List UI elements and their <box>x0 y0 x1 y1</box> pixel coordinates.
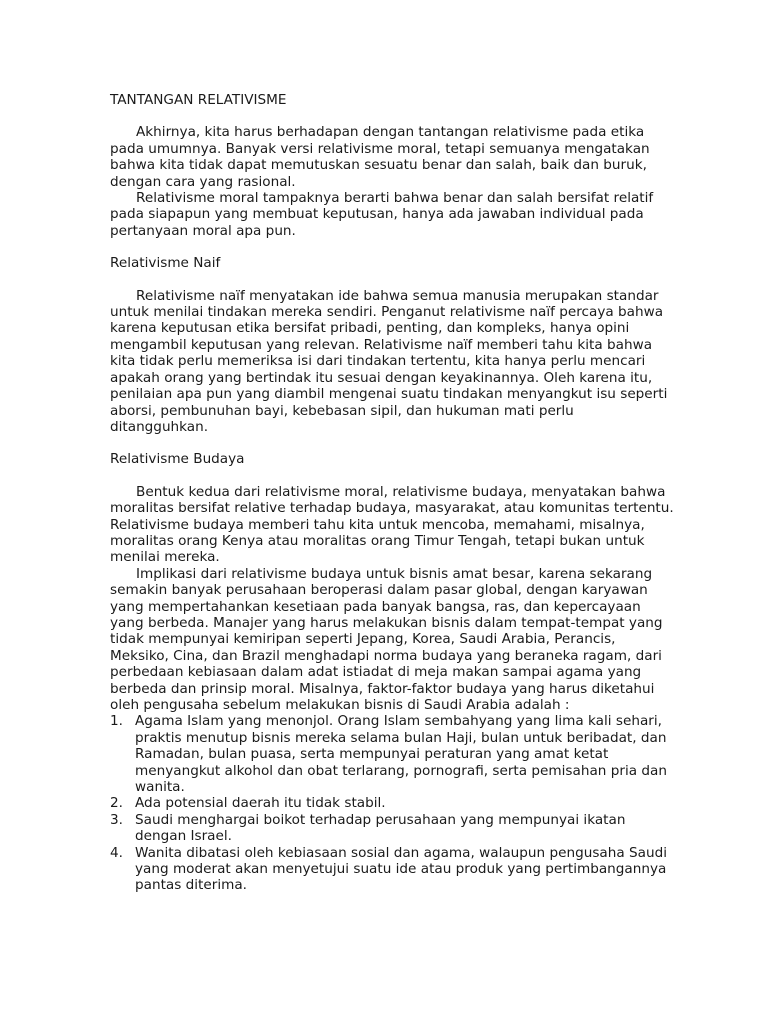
intro-paragraph-2: Relativisme moral tampaknya berarti bahwa benar dan salah bersifat relatif pada siapapun yang membuat keputusan, hanya ada jawaban individual pada pertanyaan moral apa pun. <box>110 190 654 239</box>
list-item-text: Wanita dibatasi oleh kebiasaan sosial dan agama, walaupun pengusaha Saudi yang moderat akan menyetujui suatu ide atau produk yang pertimbangannya pantas diterima. <box>135 844 667 894</box>
list-item-text: Agama Islam yang menonjol. Orang Islam sembahyang yang lima kali sehari, praktis menutup bisnis mereka selama bulan Haji, bulan untuk beribadat, dan Ramadan, bulan puasa, serta mempunyai peraturan yang amat ketat menyangkut alkohol dan obat terlarang, pornografi, serta pemisahan pria dan wanita. <box>135 713 667 796</box>
list-item <box>110 812 676 845</box>
naif-paragraph-1: Relativisme naïf menyatakan ide bahwa semua manusia merupakan standar untuk menilai tindakan mereka sendiri. Penganut relativisme naïf percaya bahwa karena keputusan etika bersifat pribadi, penting, dan kompleks, hanya opini mengambil keputusan yang relevan. Relativisme naïf memberi tahu kita bahwa kita tidak perlu memeriksa isi dari tindakan tertentu, kita hanya perlu mencari apakah orang yang bertindak itu sesuai dengan keyakinannya. Oleh karena itu, penilaian apa pun yang diambil mengenai suatu tindakan menyangkut isu seperti aborsi, pembunuhan bayi, kebebasan sipil, dan hukuman mati perlu ditangguhkan. <box>110 287 668 435</box>
section-heading-naif: Relativisme Naif <box>110 255 221 272</box>
section-heading-budaya: Relativisme Budaya <box>110 451 245 468</box>
list-item-number: 2. <box>110 795 123 812</box>
document-title: TANTANGAN RELATIVISME <box>110 92 287 108</box>
intro-paragraph-1: Akhirnya, kita harus berhadapan dengan tantangan relativisme pada etika pada umumnya. Banyak versi relativisme moral, tetapi semuanya mengatakan bahwa kita tidak dapat memutuskan sesuatu benar dan salah, baik dan buruk, dengan cara yang rasional. <box>110 124 650 190</box>
list-item-text: Ada potensial daerah itu tidak stabil. <box>135 795 386 812</box>
list-item-number: 1. <box>110 713 123 730</box>
list-item-text: Saudi menghargai boikot terhadap perusahaan yang mempunyai ikatan dengan Israel. <box>135 811 626 845</box>
list-item <box>110 845 676 894</box>
list-item <box>110 713 676 795</box>
budaya-paragraph-2: Implikasi dari relativisme budaya untuk bisnis amat besar, karena sekarang semakin banyak perusahaan beroperasi dalam pasar global, dengan karyawan yang mempertahankan kesetiaan pada banyak bangsa, ras, dan kepercayaan yang berbeda. Manajer yang harus melakukan bisnis dalam tempat-tempat yang tidak mempunyai kemiripan seperti Jepang, Korea, Saudi Arabia, Perancis, Meksiko, Cina, dan Brazil menghadapi norma budaya yang beraneka ragam, dari perbedaan kebiasaan dalam adat istiadat di meja makan sampai agama yang berbeda dan prinsip moral. Misalnya, faktor-faktor budaya yang harus diketahui oleh pengusaha sebelum melakukan bisnis di Saudi Arabia adalah : <box>110 565 663 713</box>
list-item-number: 3. <box>110 811 123 828</box>
list-item-number: 4. <box>110 844 123 861</box>
list-item <box>110 795 676 811</box>
saudi-factors-list <box>110 713 676 893</box>
budaya-paragraph-1: Bentuk kedua dari relativisme moral, relativisme budaya, menyatakan bahwa moralitas bersifat relative terhadap budaya, masyarakat, atau komunitas tertentu. Relativisme budaya memberi tahu kita untuk mencoba, memahami, misalnya, moralitas orang Kenya atau moralitas orang Timur Tengah, tetapi bukan untuk menilai mereka. <box>110 483 674 566</box>
